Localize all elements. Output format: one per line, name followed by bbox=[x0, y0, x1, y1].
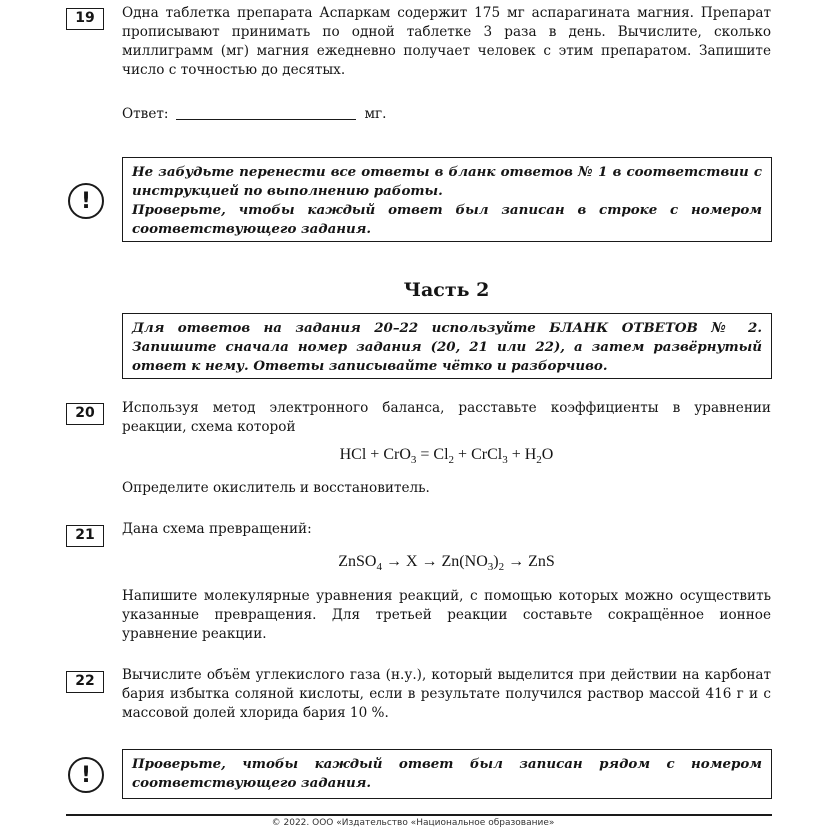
warning-icon: ! bbox=[68, 183, 104, 219]
footer-divider bbox=[66, 814, 772, 816]
footer-copyright: © 2022. ООО «Издательство «Национальное образование» bbox=[271, 818, 555, 828]
answer-blank bbox=[176, 118, 356, 120]
task-19-text: Одна таблетка препарата Аспаркам содержит 175 мг аспарагината магния. Препарат прописывают принимать по одной таблетке 3 раза в день. Вычислите, сколько миллиграмм (мг) магния ежедневно получает человек с этим препаратом. Запишите число с точностью до десятых. bbox=[122, 5, 771, 78]
task-21-question: Напишите молекулярные уравнения реакций, с помощью которых можно осуществить указанные превращения. Для третьей реакции составьте сокращённое ионное уравнение реакции. bbox=[122, 588, 771, 642]
answer-line bbox=[122, 105, 387, 124]
answer-label: Ответ: bbox=[122, 106, 169, 122]
notice-box-check bbox=[122, 749, 772, 799]
warning-icon-2: ! bbox=[68, 757, 104, 793]
task-22-text: Вычислите объём углекислого газа (н.у.), который выделится при действии на карбонат бария избытка соляной кислоты, если в результате получился раствор массой 416 г и с массовой долей хлорида бария 10 %. bbox=[122, 667, 771, 721]
part-2-heading: Часть 2 bbox=[403, 279, 490, 301]
part-2-instructions-box bbox=[122, 313, 772, 379]
part-2-instructions: Для ответов на задания 20–22 используйте БЛАНК ОТВЕТОВ № 2. Запишите сначала номер задания (20, 21 или 22), а затем развёрнутый ответ к нему. Ответы записывайте чётко и разборчиво. bbox=[132, 320, 762, 374]
task-21-text: Дана схема превращений: bbox=[122, 521, 312, 537]
notice-box-transfer bbox=[122, 157, 772, 242]
task-number-19: 19 bbox=[66, 8, 104, 30]
task-number-21: 21 bbox=[66, 525, 104, 547]
task-20-equation: HCl + $CrO_3 = Cl_2$ + CrCl$_3$ + $H_2O$ bbox=[339, 446, 554, 467]
notice-transfer-text: Не забудьте перенести все ответы в бланк ответов № 1 в соответствии с инструкцией по выполнению работы. bbox=[132, 164, 762, 199]
task-number-22: 22 bbox=[66, 671, 104, 693]
task-20-text: Используя метод электронного баланса, расставьте коэффициенты в уравнении реакции, схема которой bbox=[122, 400, 771, 435]
task-number-20: 20 bbox=[66, 403, 104, 425]
task-20-question: Определите окислитель и восстановитель. bbox=[122, 480, 430, 496]
task-21-scheme: ZnSO$_4$ → $X \to Zn(NO_3)_2$ → ZnS bbox=[338, 553, 555, 574]
notice-check-text-2: Проверьте, чтобы каждый ответ был записан рядом с номером соответствующего задания. bbox=[132, 756, 762, 791]
notice-check-text: Проверьте, чтобы каждый ответ был записан в строке с номером соответствующего задания. bbox=[132, 202, 762, 237]
answer-unit: мг. bbox=[364, 106, 387, 122]
